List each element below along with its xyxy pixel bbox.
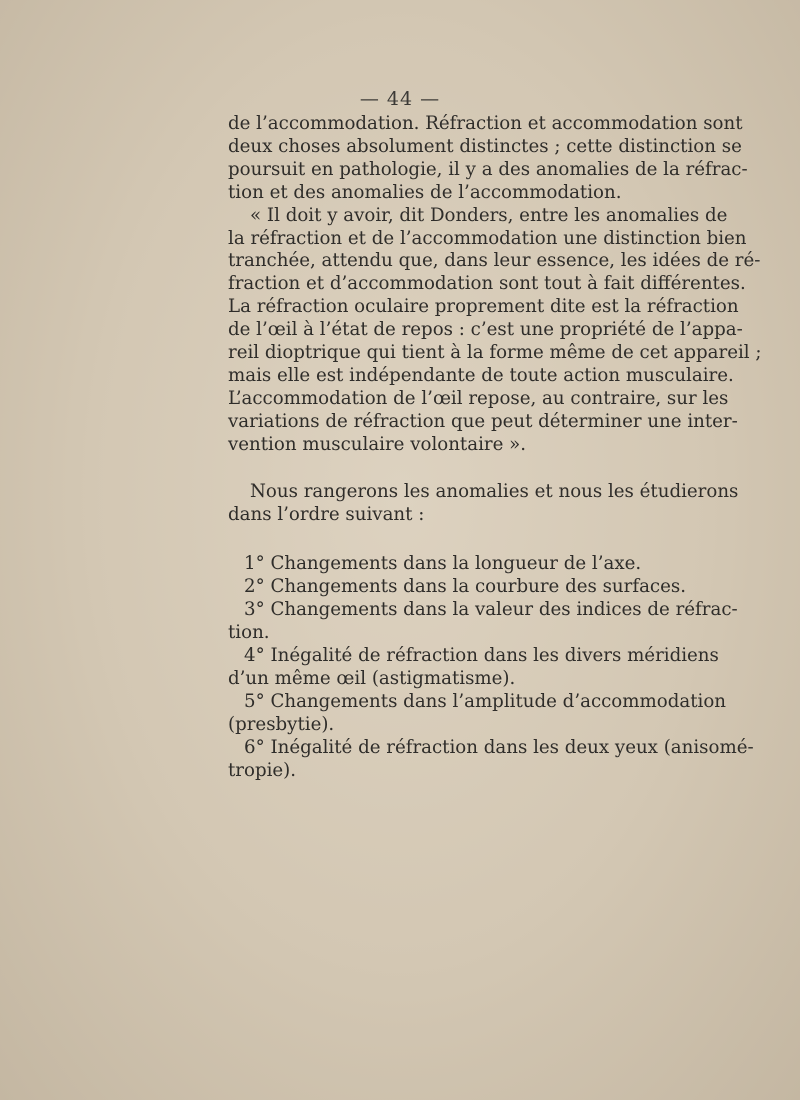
text-line: vention musculaire volontaire ». <box>228 433 527 455</box>
text-line: tion. <box>228 622 270 644</box>
text-line: 6° Inégalité de réfraction dans les deux yeux (anisomé- <box>244 736 754 758</box>
paragraph-accommodation <box>228 113 748 205</box>
page-number: — 44 — <box>359 88 441 110</box>
text-line: poursuit en pathologie, il y a des anomalies de la réfrac- <box>228 158 748 180</box>
text-line: Nous rangerons les anomalies et nous les étudierons <box>250 480 739 502</box>
text-line: d’un même œil (astigmatisme). <box>228 667 516 689</box>
text-line: « Il doit y avoir, dit Donders, entre les anomalies de <box>250 204 728 226</box>
list-item <box>228 553 678 576</box>
text-line: de l’œil à l’état de repos : c’est une propriété de l’appa- <box>228 319 743 341</box>
list-item <box>228 576 686 599</box>
intro-paragraph <box>228 480 739 527</box>
text-line: mais elle est indépendante de toute action musculaire. <box>228 364 734 386</box>
text-line: 4° Inégalité de réfraction dans les divers méridiens <box>244 645 719 667</box>
text-line: tion et des anomalies de l’accommodation. <box>228 181 622 203</box>
text-line: fraction et d’accommodation sont tout à fait différentes. <box>228 273 746 295</box>
anomalies-list <box>228 553 754 782</box>
paragraph-spacer <box>228 457 678 481</box>
donders-quote <box>228 204 762 457</box>
text-line: tropie). <box>228 759 297 781</box>
list-item <box>228 645 719 691</box>
text-line: reil dioptrique qui tient à la forme même de cet appareil ; <box>228 342 762 364</box>
list-item <box>228 599 738 645</box>
body-text <box>228 113 762 782</box>
text-line: La réfraction oculaire proprement dite est la réfraction <box>228 296 739 318</box>
text-line: tranchée, attendu que, dans leur essence, les idées de ré- <box>228 250 761 272</box>
text-line: L’accommodation de l’œil repose, au contraire, sur les <box>228 387 729 409</box>
list-item <box>228 690 726 737</box>
list-item <box>228 736 754 783</box>
list-spacer <box>228 526 678 553</box>
text-line: 2° Changements dans la courbure des surfaces. <box>244 576 686 598</box>
text-line: dans l’ordre suivant : <box>228 503 425 525</box>
text-line: 5° Changements dans l’amplitude d’accommodation <box>244 690 726 712</box>
text-line: deux choses absolument distinctes ; cette distinction se <box>228 135 742 157</box>
text-line: 3° Changements dans la valeur des indices de réfrac- <box>244 599 738 621</box>
text-line: variations de réfraction que peut déterminer une inter- <box>228 410 738 432</box>
text-line: de l’accommodation. Réfraction et accommodation sont <box>228 113 743 134</box>
text-line: 1° Changements dans la longueur de l’axe. <box>244 553 642 575</box>
text-line: la réfraction et de l’accommodation une distinction bien <box>228 227 747 249</box>
text-line: (presbytie). <box>228 713 335 735</box>
